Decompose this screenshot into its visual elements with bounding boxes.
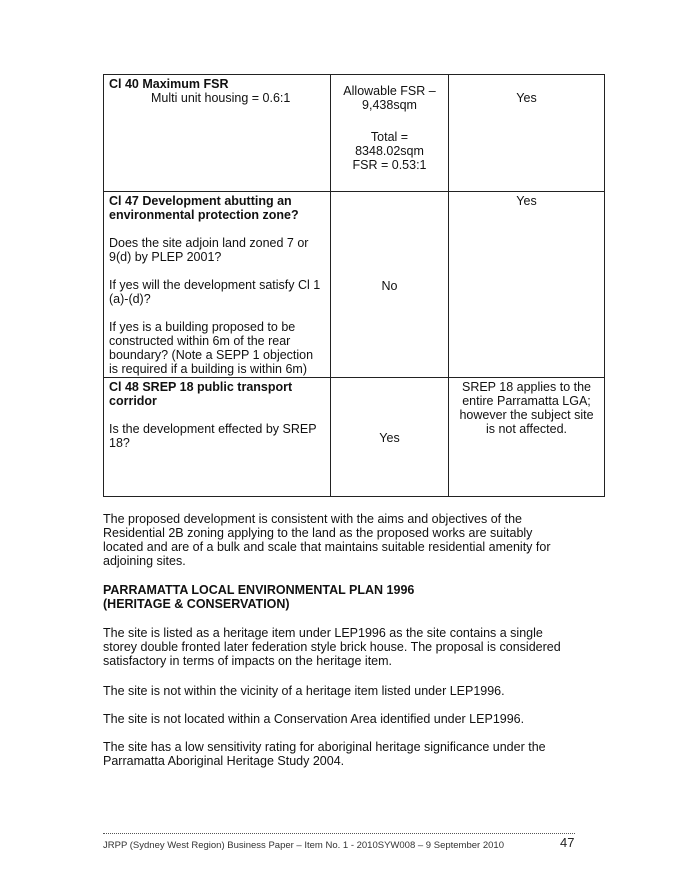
text-line: adjoining sites. [103,554,186,568]
table-row [104,378,605,497]
cell-text: Yes [516,194,537,208]
cell-text: If yes will the development satisfy Cl 1 [109,278,321,292]
text-line: Parramatta Aboriginal Heritage Study 2004. [103,754,345,768]
text-line: The site is not within the vicinity of a heritage item listed under LEP1996. [103,684,505,698]
footer-text: JRPP (Sydney West Region) Business Paper – Item No. 1 - 2010SYW008 – 9 September 2010 [103,840,504,851]
cell-text: Yes [379,431,400,445]
text-line: storey double fronted later federation style brick house. The proposal is considered [103,640,561,654]
cell-text: constructed within 6m of the rear [109,334,291,348]
footer-divider [103,833,575,834]
heading-line: PARRAMATTA LOCAL ENVIRONMENTAL PLAN 1996 [103,583,415,597]
cell-text: Total = [370,130,409,144]
cell-text: Does the site adjoin land zoned 7 or [109,236,309,250]
section-heading [103,583,583,611]
cell-text: 9(d) by PLEP 2001? [109,250,222,264]
table-cell-clause [104,192,331,378]
compliance-table [103,74,605,497]
clause-title: Cl 48 SREP 18 public transport [109,380,293,394]
text-line: The site has a low sensitivity rating for aboriginal heritage significance under the [103,740,546,754]
clause-title: Cl 40 Maximum FSR [109,77,229,91]
heading-line: (HERITAGE & CONSERVATION) [103,597,290,611]
cell-text: FSR = 0.53:1 [352,158,427,172]
cell-text: is not affected. [485,422,568,436]
clause-subtitle: Multi unit housing = 0.6:1 [151,91,291,105]
table-row [104,75,605,192]
text-line: The proposed development is consistent with the aims and objectives of the [103,512,522,526]
cell-text: If yes is a building proposed to be [109,320,296,334]
cell-text: boundary? (Note a SEPP 1 objection [109,348,314,362]
table-cell-compliance [449,192,605,378]
text-line: The site is listed as a heritage item under LEP1996 as the site contains a single [103,626,543,640]
cell-text: 18? [109,436,130,450]
table-cell-value [331,75,449,192]
clause-title: environmental protection zone? [109,208,299,222]
table-cell-compliance [449,75,605,192]
cell-text: 9,438sqm [362,98,417,112]
table-cell-value [331,192,449,378]
cell-text: however the subject site [459,408,594,422]
table-cell-compliance [449,378,605,497]
paragraph-zoning [103,512,583,568]
paragraph-aboriginal-heritage [103,740,583,768]
page-number: 47 [560,835,575,850]
clause-title: corridor [109,394,157,408]
table-cell-value [331,378,449,497]
text-line: Residential 2B zoning applying to the land as the proposed works are suitably [103,526,533,540]
cell-text: Yes [516,91,537,105]
cell-text: Is the development effected by SREP [109,422,317,436]
cell-text: 8348.02sqm [355,144,424,158]
table-row [104,192,605,378]
text-line: satisfactory in terms of impacts on the heritage item. [103,654,393,668]
clause-title: Cl 47 Development abutting an [109,194,292,208]
table-cell-clause [104,75,331,192]
paragraph-conservation-area [103,712,583,726]
cell-text: (a)-(d)? [109,292,151,306]
cell-text: SREP 18 applies to the [461,380,592,394]
cell-text: No [381,278,398,293]
table-cell-clause [104,378,331,497]
paragraph-heritage-item [103,626,583,668]
text-line: located and are of a bulk and scale that maintains suitable residential amenity for [103,540,551,554]
cell-text: Allowable FSR – [343,84,436,98]
paragraph-vicinity [103,684,583,698]
text-line: The site is not located within a Conservation Area identified under LEP1996. [103,712,525,726]
cell-text: is required if a building is within 6m) [109,362,308,376]
cell-text: entire Parramatta LGA; [462,394,591,408]
